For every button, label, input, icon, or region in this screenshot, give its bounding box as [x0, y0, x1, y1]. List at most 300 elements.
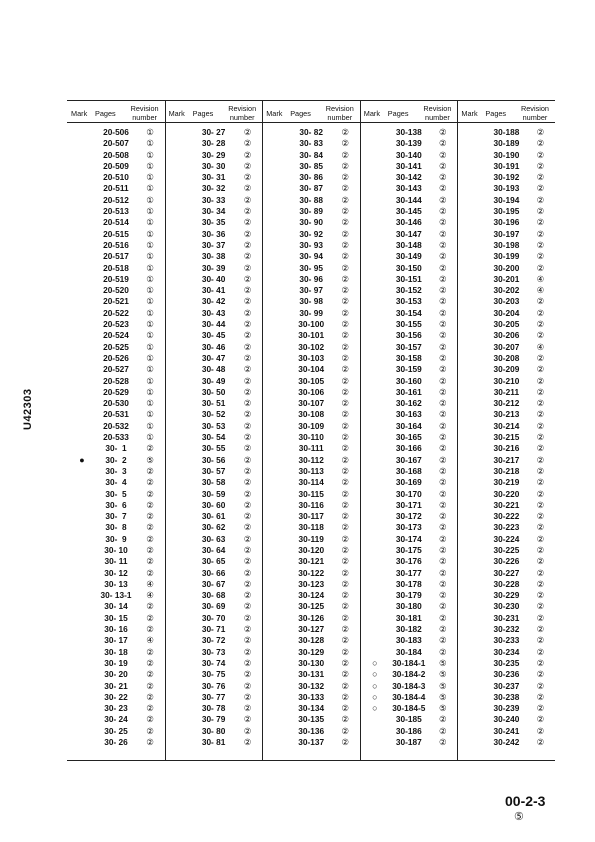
revision-number-cell: ②: [341, 669, 349, 680]
revision-number-cell: ②: [341, 183, 349, 194]
table-row: [262, 251, 360, 262]
table-row: [360, 692, 458, 703]
table-row: [67, 274, 165, 285]
page-number-cell: 30-235: [493, 657, 520, 668]
table-row: [457, 714, 555, 725]
table-row: [262, 150, 360, 161]
revision-number-cell: ①: [146, 352, 154, 363]
revision-number-cell: ⑤: [438, 703, 447, 714]
table-row: [262, 500, 360, 511]
page-number-cell: 30- 88: [299, 194, 323, 205]
revision-number-cell: ⑤: [438, 669, 447, 680]
table-row: [360, 726, 458, 737]
page-number-cell: 30- 81: [201, 737, 226, 748]
revision-number-cell: ②: [341, 285, 349, 296]
table-row: [262, 669, 360, 680]
revision-number-cell: ②: [341, 262, 349, 273]
table-row: [165, 737, 263, 748]
page-number-cell: 30- 77: [201, 691, 226, 702]
page-number-cell: 30-218: [493, 465, 520, 476]
table-row: [457, 534, 555, 545]
revision-number-cell: ②: [438, 635, 447, 646]
revision-number-cell: ②: [243, 251, 252, 262]
table-row: [457, 330, 555, 341]
page-number-cell: 30- 68: [201, 590, 226, 601]
page-number-cell: 20-509: [103, 160, 129, 171]
page-number-cell: 30-129: [298, 646, 325, 657]
page-number-cell: 30-219: [493, 477, 520, 488]
page-number-cell: 20-506: [103, 127, 129, 137]
table-row: [67, 353, 165, 364]
table-row: [360, 421, 458, 432]
table-row: [67, 624, 165, 635]
revision-number-cell: ②: [536, 511, 545, 522]
table-row: [67, 511, 165, 522]
revision-number-cell: ②: [243, 432, 252, 443]
page-number-cell: 30-196: [493, 217, 520, 228]
revision-number-cell: ④: [536, 273, 545, 284]
page-number-cell: 30-203: [493, 296, 520, 307]
table-row: [67, 229, 165, 240]
revision-number-cell: ②: [438, 149, 447, 160]
revision-number-cell: ②: [146, 533, 154, 544]
table-row: [360, 613, 458, 624]
table-row: [165, 342, 263, 353]
page-number-cell: 30-228: [493, 578, 520, 589]
revision-number-cell: ②: [341, 352, 349, 363]
table-row: [262, 579, 360, 590]
revision-number-cell: ②: [536, 624, 545, 635]
revision-number-cell: ②: [243, 386, 252, 397]
page-number-cell: 30- 49: [201, 375, 226, 386]
revision-number-cell: ②: [536, 183, 545, 194]
table-row: [360, 387, 458, 398]
page-number-cell: 30- 93: [299, 239, 323, 250]
page-number-cell: 30-141: [395, 160, 422, 171]
table-row: [457, 669, 555, 680]
column-rows: [165, 127, 263, 748]
page-number-cell: 30- 26: [104, 737, 128, 748]
pages-header: Pages: [290, 109, 311, 118]
revision-number-cell: ②: [438, 511, 447, 522]
table-row: [165, 601, 263, 612]
open-circle-mark-icon: ○: [372, 680, 378, 691]
table-row: [262, 308, 360, 319]
revision-number-cell: ②: [536, 499, 545, 510]
page-number-cell: 30-101: [298, 330, 325, 341]
revision-number-cell: ①: [146, 364, 154, 375]
revision-number-cell: ⑤: [146, 454, 154, 465]
revision-number-cell: ②: [438, 228, 447, 239]
revision-number-cell: ①: [146, 127, 154, 137]
revision-number-cell: ②: [341, 657, 349, 668]
revision-number-cell: ②: [243, 691, 252, 702]
column-rows: [67, 127, 165, 748]
page-number-cell: 30- 60: [201, 499, 226, 510]
page-number-cell: 30- 65: [201, 556, 226, 567]
page-number-cell: 30-197: [493, 228, 520, 239]
table-row: [165, 330, 263, 341]
page-number-cell: 30- 23: [104, 703, 128, 714]
page-number-cell: 30- 53: [201, 420, 226, 431]
revision-number-cell: ②: [536, 386, 545, 397]
page-number-cell: 30-112: [298, 454, 324, 465]
revision-number-cell: ②: [536, 127, 545, 137]
column-header: [165, 101, 263, 123]
revision-number-cell: ②: [438, 398, 447, 409]
page-number-cell: 30- 73: [201, 646, 226, 657]
page-number-cell: 30-102: [298, 341, 325, 352]
page-number-cell: 30-105: [298, 375, 325, 386]
page-number-cell: 30- 13-1: [100, 590, 132, 601]
table-row: [360, 274, 458, 285]
page-number-cell: 20-527: [103, 364, 129, 375]
page-number-cell: 30-213: [493, 409, 520, 420]
revision-number-cell: ②: [536, 567, 545, 578]
page-number-cell: 20-510: [103, 172, 129, 183]
page-number-cell: 30- 4: [105, 477, 127, 488]
table-row: [457, 737, 555, 748]
pages-header: Pages: [95, 109, 116, 118]
table-row: [360, 398, 458, 409]
revision-number-cell: ②: [243, 352, 252, 363]
revision-number-cell: ②: [243, 477, 252, 488]
header-rule: [457, 122, 555, 123]
table-row: [262, 647, 360, 658]
revision-number-cell: ②: [243, 499, 252, 510]
page-number-cell: 30- 39: [201, 262, 226, 273]
table-row: [262, 443, 360, 454]
revision-number-cell: ②: [341, 341, 349, 352]
table-row: [262, 285, 360, 296]
page-number-cell: 20-525: [103, 341, 129, 352]
table-row: [360, 635, 458, 646]
table-row: [67, 240, 165, 251]
page-number-cell: 30- 74: [201, 657, 226, 668]
page-number-cell: 30- 13: [104, 578, 128, 589]
revision-number-cell: ②: [243, 680, 252, 691]
table-row: [360, 489, 458, 500]
revision-number-cell: ②: [536, 454, 545, 465]
table-column-1: [67, 100, 165, 760]
table-row: [360, 590, 458, 601]
page-number-cell: 30-206: [493, 330, 520, 341]
revision-number-cell: ②: [341, 194, 349, 205]
column-rows: [262, 127, 360, 748]
revision-number-cell: ②: [243, 273, 252, 284]
page-number-cell: 30- 99: [299, 307, 323, 318]
table-row: [360, 477, 458, 488]
page-number-cell: 30- 78: [201, 703, 226, 714]
table-row: [67, 330, 165, 341]
page-number-cell: 30-107: [298, 398, 325, 409]
page-number-cell: 30-159: [395, 364, 422, 375]
table-row: [165, 703, 263, 714]
revision-number-cell: ②: [341, 149, 349, 160]
revision-number-cell: ②: [341, 160, 349, 171]
table-row: [360, 285, 458, 296]
table-row: [457, 522, 555, 533]
revision-number-cell: ②: [146, 737, 154, 748]
table-row: [67, 714, 165, 725]
revision-number-cell: ②: [438, 612, 447, 623]
revision-header: Revision number: [228, 104, 257, 122]
page-number-cell: 30- 11: [104, 556, 128, 567]
page-number-cell: 30- 72: [201, 635, 226, 646]
page-number-cell: 30-198: [493, 239, 520, 250]
page-number-cell: 30-236: [493, 669, 520, 680]
page-number-cell: 30-221: [493, 499, 520, 510]
page-number-cell: 30-189: [493, 138, 520, 149]
revision-number-cell: ②: [341, 420, 349, 431]
filled-circle-mark-icon: ●: [79, 454, 85, 465]
table-row: [360, 161, 458, 172]
table-row: [360, 138, 458, 149]
revision-header: Revision number: [520, 104, 549, 122]
revision-number-cell: ②: [243, 194, 252, 205]
table-row: [262, 489, 360, 500]
page-number-cell: 30- 14: [104, 601, 128, 612]
revision-number-cell: ②: [146, 522, 154, 533]
table-row: [262, 714, 360, 725]
table-row: [262, 601, 360, 612]
page-number-cell: 30-194: [493, 194, 520, 205]
revision-number-cell: ②: [438, 409, 447, 420]
table-row: [457, 545, 555, 556]
page-number-cell: 30- 41: [201, 285, 226, 296]
table-row: [67, 613, 165, 624]
page-number-cell: 30- 90: [299, 217, 323, 228]
page-number-cell: 20-523: [103, 319, 129, 330]
page-number-cell: 30-106: [298, 386, 325, 397]
table-row: [165, 308, 263, 319]
revision-number-cell: ②: [438, 160, 447, 171]
table-row: [262, 172, 360, 183]
table-row: [165, 489, 263, 500]
table-row: [457, 556, 555, 567]
table-row: [360, 737, 458, 748]
revision-number-cell: ②: [536, 296, 545, 307]
column-header: [262, 101, 360, 123]
table-row: [360, 579, 458, 590]
revision-number-cell: ①: [146, 341, 154, 352]
revision-number-cell: ②: [536, 160, 545, 171]
revision-number-cell: ②: [536, 646, 545, 657]
page-number-cell: 20-507: [103, 138, 129, 149]
page-number-cell: 30-238: [493, 691, 520, 702]
table-row: [67, 579, 165, 590]
page-number-cell: 30-195: [493, 206, 520, 217]
page-number-cell: 30-130: [298, 657, 325, 668]
page-number-cell: 30-208: [493, 352, 520, 363]
page-number-cell: 30- 22: [104, 691, 128, 702]
revision-number-cell: ②: [243, 262, 252, 273]
table-row: [262, 364, 360, 375]
revision-number-cell: ②: [243, 725, 252, 736]
table-row: [360, 376, 458, 387]
page-number-cell: 30- 45: [201, 330, 226, 341]
table-row: [457, 206, 555, 217]
revision-number-cell: ②: [243, 149, 252, 160]
revision-number-cell: ②: [341, 138, 349, 149]
table-row: [457, 251, 555, 262]
revision-number-cell: ②: [536, 737, 545, 748]
table-row: [165, 669, 263, 680]
revision-number-cell: ②: [536, 657, 545, 668]
revision-number-cell: ②: [243, 737, 252, 748]
table-row: [67, 161, 165, 172]
table-row: [360, 172, 458, 183]
table-row: [165, 319, 263, 330]
revision-number-cell: ②: [341, 319, 349, 330]
revision-number-cell: ②: [536, 680, 545, 691]
table-row: [262, 217, 360, 228]
table-row: [457, 183, 555, 194]
page-number-cell: 20-533: [103, 432, 129, 443]
table-row: [457, 601, 555, 612]
table-row: [457, 681, 555, 692]
page-number-cell: 30-155: [395, 319, 422, 330]
page-number-cell: 30-133: [298, 691, 325, 702]
page-number-cell: 30-187: [395, 737, 422, 748]
column-header: [67, 101, 165, 123]
page-number-cell: 30- 95: [299, 262, 323, 273]
table-row: [165, 556, 263, 567]
table-row: [457, 658, 555, 669]
table-row: [165, 263, 263, 274]
revision-number-cell: ②: [341, 703, 349, 714]
revision-number-cell: ②: [341, 624, 349, 635]
page-number-cell: 30-136: [298, 725, 325, 736]
revision-number-cell: ②: [536, 352, 545, 363]
revision-number-cell: ②: [536, 714, 545, 725]
page-number-cell: 30-172: [395, 511, 422, 522]
revision-number-cell: ②: [243, 160, 252, 171]
table-row: [67, 726, 165, 737]
revision-number-cell: ②: [243, 533, 252, 544]
table-row: [67, 534, 165, 545]
table-row: [360, 308, 458, 319]
revision-number-cell: ②: [341, 296, 349, 307]
page-number-cell: 30- 31: [201, 172, 226, 183]
revision-number-cell: ②: [438, 454, 447, 465]
page-number-cell: 20-511: [103, 183, 129, 194]
page-number-cell: 30- 83: [299, 138, 323, 149]
page-number-cell: 30- 54: [201, 432, 226, 443]
page-number-cell: 30-185: [395, 714, 422, 725]
page-number-cell: 30-207: [493, 341, 520, 352]
page-number-cell: 30-139: [395, 138, 422, 149]
revision-number-cell: ②: [243, 127, 252, 137]
revision-number-cell: ②: [438, 239, 447, 250]
revision-number-cell: ②: [438, 420, 447, 431]
revision-number-cell: ①: [146, 420, 154, 431]
revision-number-cell: ②: [438, 183, 447, 194]
revision-number-cell: ②: [438, 251, 447, 262]
page-number-cell: 30-108: [298, 409, 325, 420]
table-row: [165, 681, 263, 692]
revision-number-cell: ②: [438, 375, 447, 386]
page-number-cell: 30- 75: [201, 669, 226, 680]
revision-number-cell: ②: [438, 364, 447, 375]
table-row: [457, 150, 555, 161]
table-row: [262, 534, 360, 545]
page-number-cell: 30-114: [298, 477, 324, 488]
table-row: [457, 285, 555, 296]
table-row: [165, 409, 263, 420]
page-number-cell: 20-530: [103, 398, 129, 409]
table-row: [457, 229, 555, 240]
table-row: [165, 183, 263, 194]
page-number-cell: 30- 19: [104, 657, 128, 668]
table-row: [67, 545, 165, 556]
page-number-cell: 30-144: [395, 194, 422, 205]
page-number-cell: 30-131: [298, 669, 325, 680]
open-circle-mark-icon: ○: [372, 657, 378, 668]
page-number-cell: 30-180: [395, 601, 422, 612]
page-number-cell: 30-173: [395, 522, 422, 533]
revision-number-cell: ①: [146, 319, 154, 330]
page-number-cell: 30-148: [395, 239, 422, 250]
page-number-cell: 30-242: [493, 737, 520, 748]
table-row: [67, 263, 165, 274]
revision-number-cell: ②: [341, 522, 349, 533]
revision-number-cell: ②: [341, 556, 349, 567]
revision-number-cell: ②: [536, 319, 545, 330]
page-number-cell: 30-217: [493, 454, 520, 465]
revision-number-cell: ②: [341, 206, 349, 217]
table-row: [262, 455, 360, 466]
table-row: [165, 240, 263, 251]
page-number-cell: 30- 70: [201, 612, 226, 623]
table-row: [262, 703, 360, 714]
revision-number-cell: ①: [146, 228, 154, 239]
revision-number-cell: ②: [536, 206, 545, 217]
table-row: [360, 522, 458, 533]
table-row: [360, 342, 458, 353]
revision-number-cell: ⑤: [438, 657, 447, 668]
revision-number-cell: ②: [438, 443, 447, 454]
table-row: [457, 240, 555, 251]
page-number-cell: 30-211: [493, 386, 520, 397]
revision-number-cell: ②: [341, 398, 349, 409]
page-number-cell: 30-202: [493, 285, 520, 296]
page-number-cell: 30- 86: [299, 172, 323, 183]
revision-number-cell: ②: [146, 714, 154, 725]
table-row: [262, 127, 360, 138]
table-row: [457, 274, 555, 285]
revision-number-cell: ②: [438, 578, 447, 589]
table-row: [360, 364, 458, 375]
revision-number-cell: ②: [536, 307, 545, 318]
page-number-cell: 30- 63: [201, 533, 226, 544]
revision-number-cell: ②: [536, 228, 545, 239]
page-number-cell: 30-205: [493, 319, 520, 330]
table-row: [67, 150, 165, 161]
page-number-cell: 30-204: [493, 307, 520, 318]
page-number-cell: 30- 33: [201, 194, 226, 205]
revision-number-cell: ②: [438, 590, 447, 601]
revision-number-cell: ②: [438, 624, 447, 635]
table-row: [165, 353, 263, 364]
page-number-cell: 30-138: [395, 127, 422, 137]
table-row: [262, 319, 360, 330]
page-number-cell: 30- 16: [104, 624, 128, 635]
page-number-cell: 30-115: [298, 488, 324, 499]
page-number-cell: 30- 6: [105, 499, 127, 510]
page-number-cell: 30-224: [493, 533, 520, 544]
table-row: [457, 296, 555, 307]
